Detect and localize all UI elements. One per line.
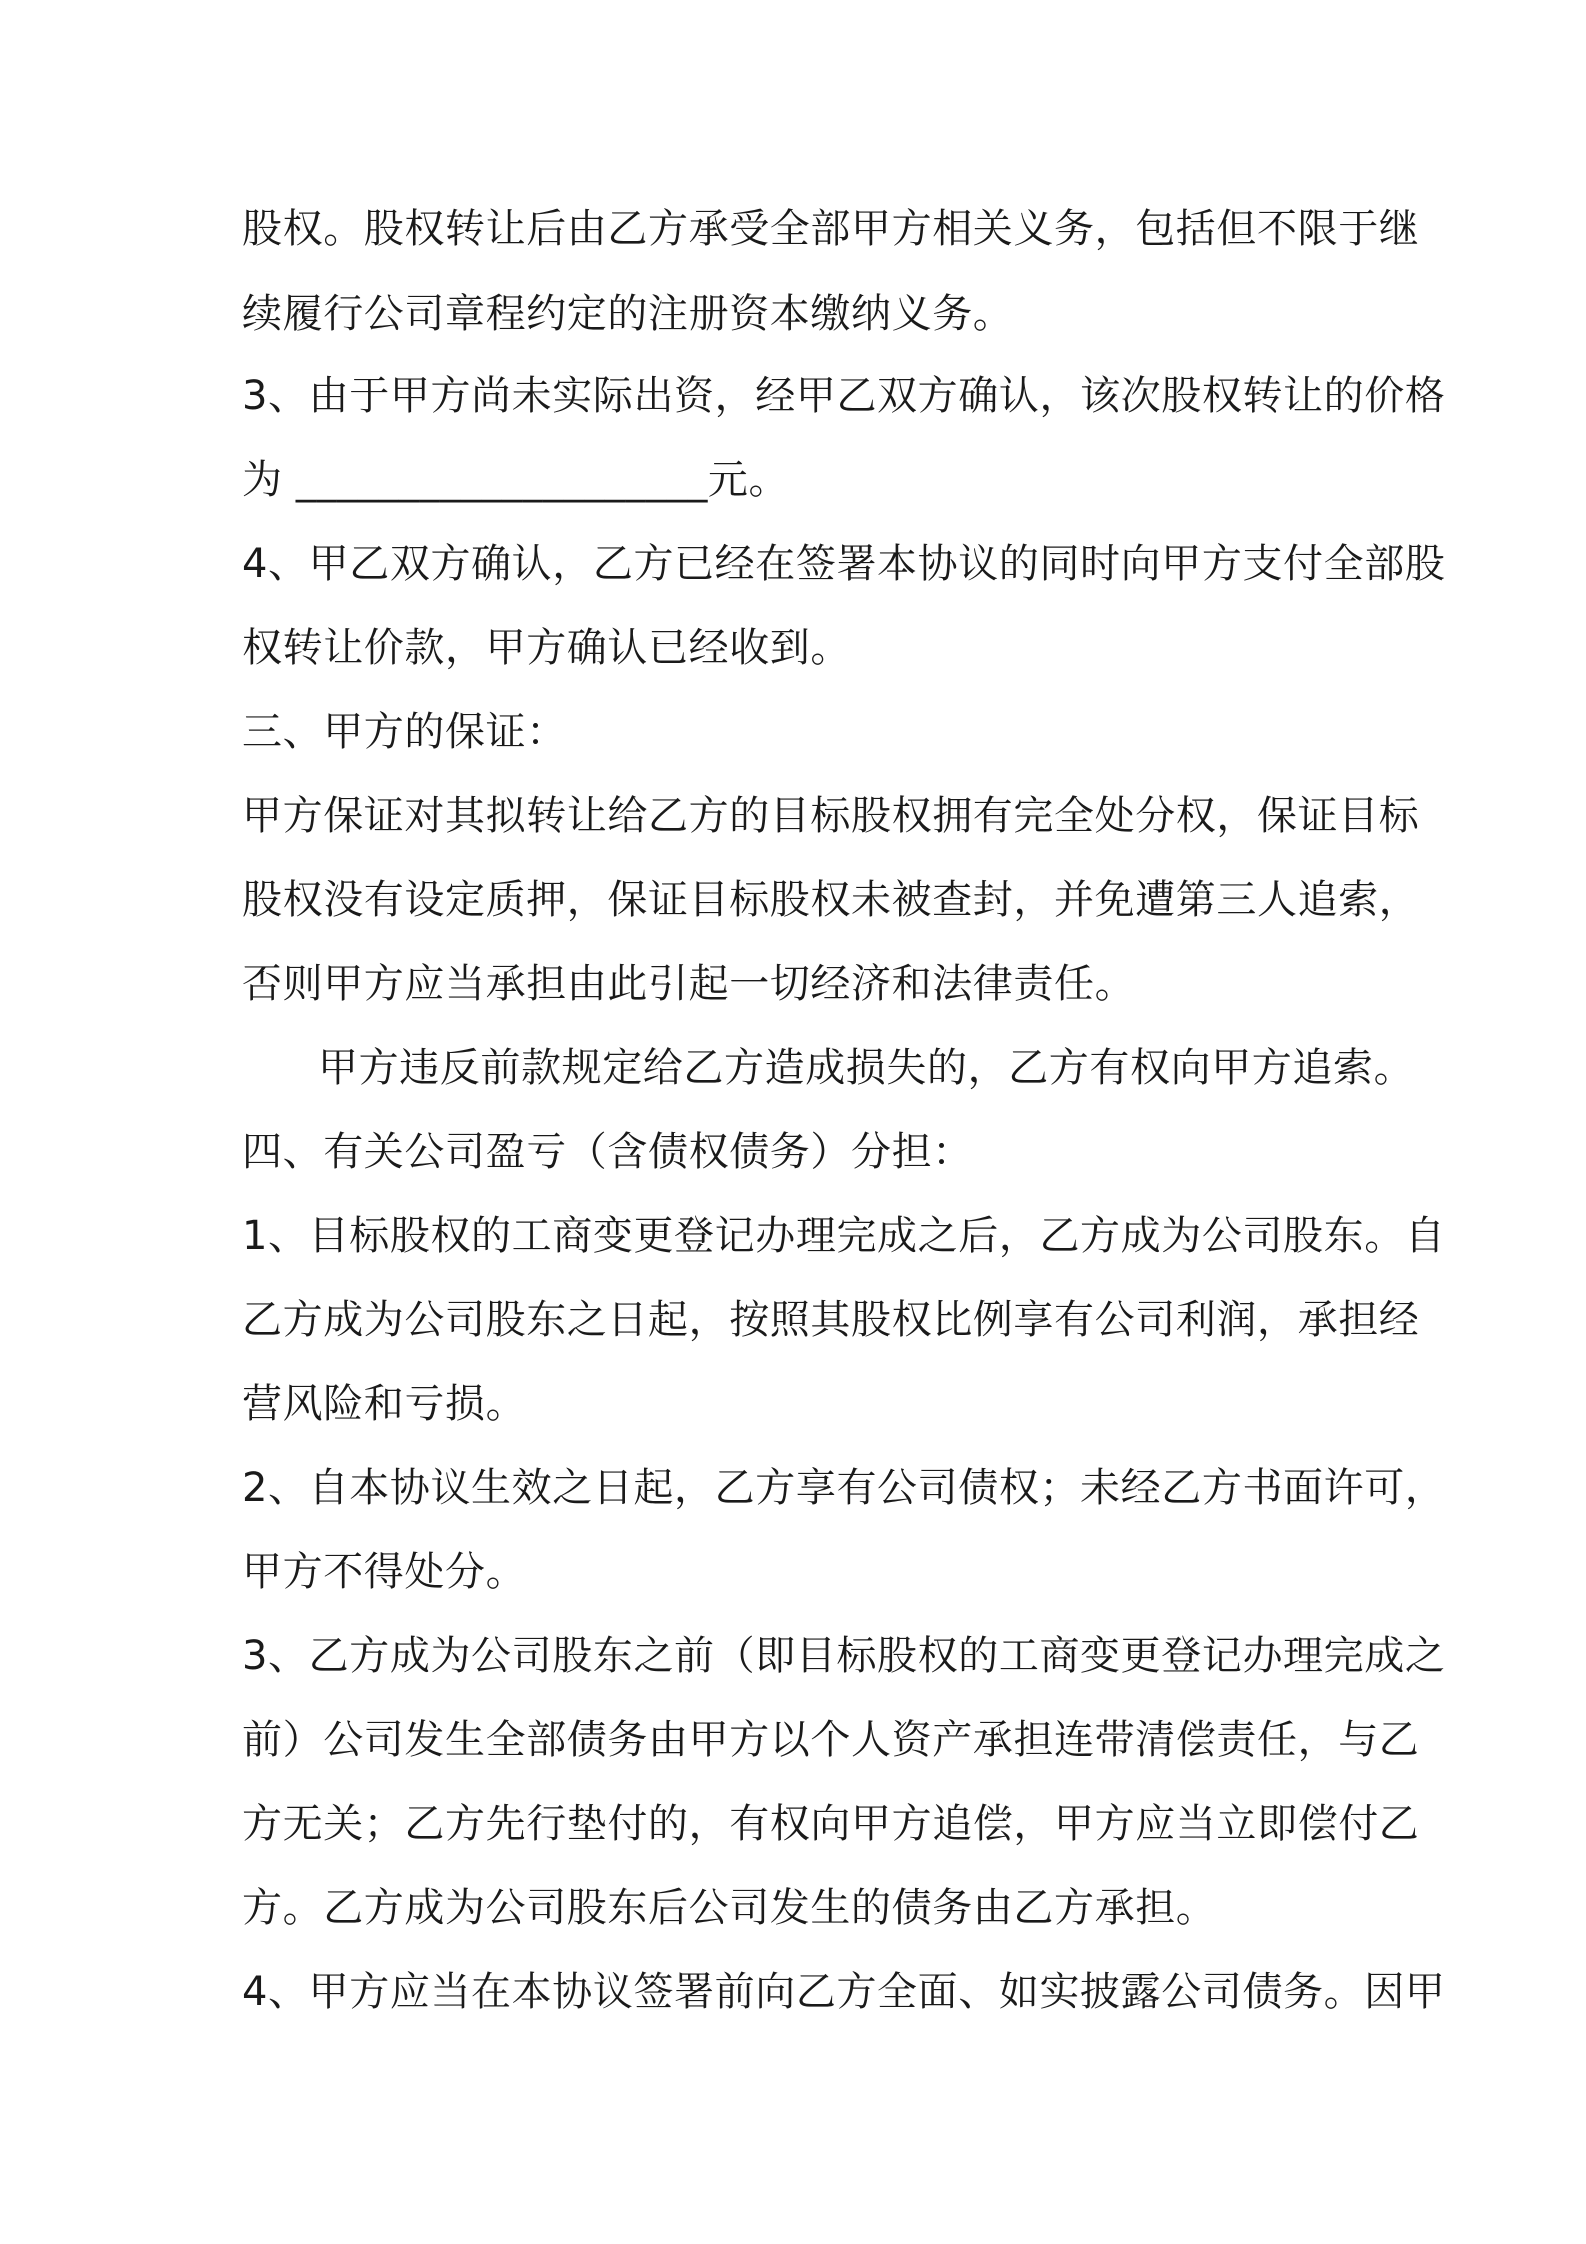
price-blank-line: 为 ____________________元。 — [242, 457, 790, 503]
text-line: 续履行公司章程约定的注册资本缴纳义务。 — [242, 291, 1014, 337]
clause-4: 4、甲方应当在本协议签署前向乙方全面、如实披露公司债务。因甲 — [242, 1969, 1446, 2015]
text-line: 甲方保证对其拟转让给乙方的目标股权拥有完全处分权，保证目标 — [242, 793, 1420, 839]
section-heading-guarantee: 三、甲方的保证： — [242, 709, 567, 755]
text-line: 营风险和亏损。 — [242, 1381, 527, 1427]
clause-3-price: 3、由于甲方尚未实际出资，经甲乙双方确认，该次股权转让的价格 — [242, 373, 1446, 419]
clause-3: 3、乙方成为公司股东之前（即目标股权的工商变更登记办理完成之 — [242, 1633, 1446, 1679]
text-line: 前）公司发生全部债务由甲方以个人资产承担连带清偿责任，与乙 — [242, 1717, 1420, 1763]
text-line: 方。乙方成为公司股东后公司发生的债务由乙方承担。 — [242, 1885, 1217, 1931]
text-line: 甲方不得处分。 — [242, 1549, 527, 1595]
section-heading-profit-loss: 四、有关公司盈亏（含债权债务）分担： — [242, 1129, 973, 1175]
text-line: 股权。股权转让后由乙方承受全部甲方相关义务，包括但不限于继 — [242, 206, 1420, 252]
text-line: 股权没有设定质押，保证目标股权未被查封，并免遭第三人追索， — [242, 877, 1420, 923]
clause-2: 2、自本协议生效之日起，乙方享有公司债权；未经乙方书面许可， — [242, 1465, 1446, 1511]
clause-4-payment: 4、甲乙双方确认，乙方已经在签署本协议的同时向甲方支付全部股 — [242, 541, 1446, 587]
text-line: 权转让价款，甲方确认已经收到。 — [242, 625, 851, 671]
text-line: 方无关；乙方先行垫付的，有权向甲方追偿，甲方应当立即偿付乙 — [242, 1801, 1420, 1847]
clause-1: 1、目标股权的工商变更登记办理完成之后，乙方成为公司股东。自 — [242, 1213, 1446, 1259]
indented-paragraph: 甲方违反前款规定给乙方造成损失的，乙方有权向甲方追索。 — [318, 1045, 1415, 1091]
text-line: 否则甲方应当承担由此引起一切经济和法律责任。 — [242, 961, 1136, 1007]
text-line: 乙方成为公司股东之日起，按照其股权比例享有公司利润，承担经 — [242, 1297, 1420, 1343]
